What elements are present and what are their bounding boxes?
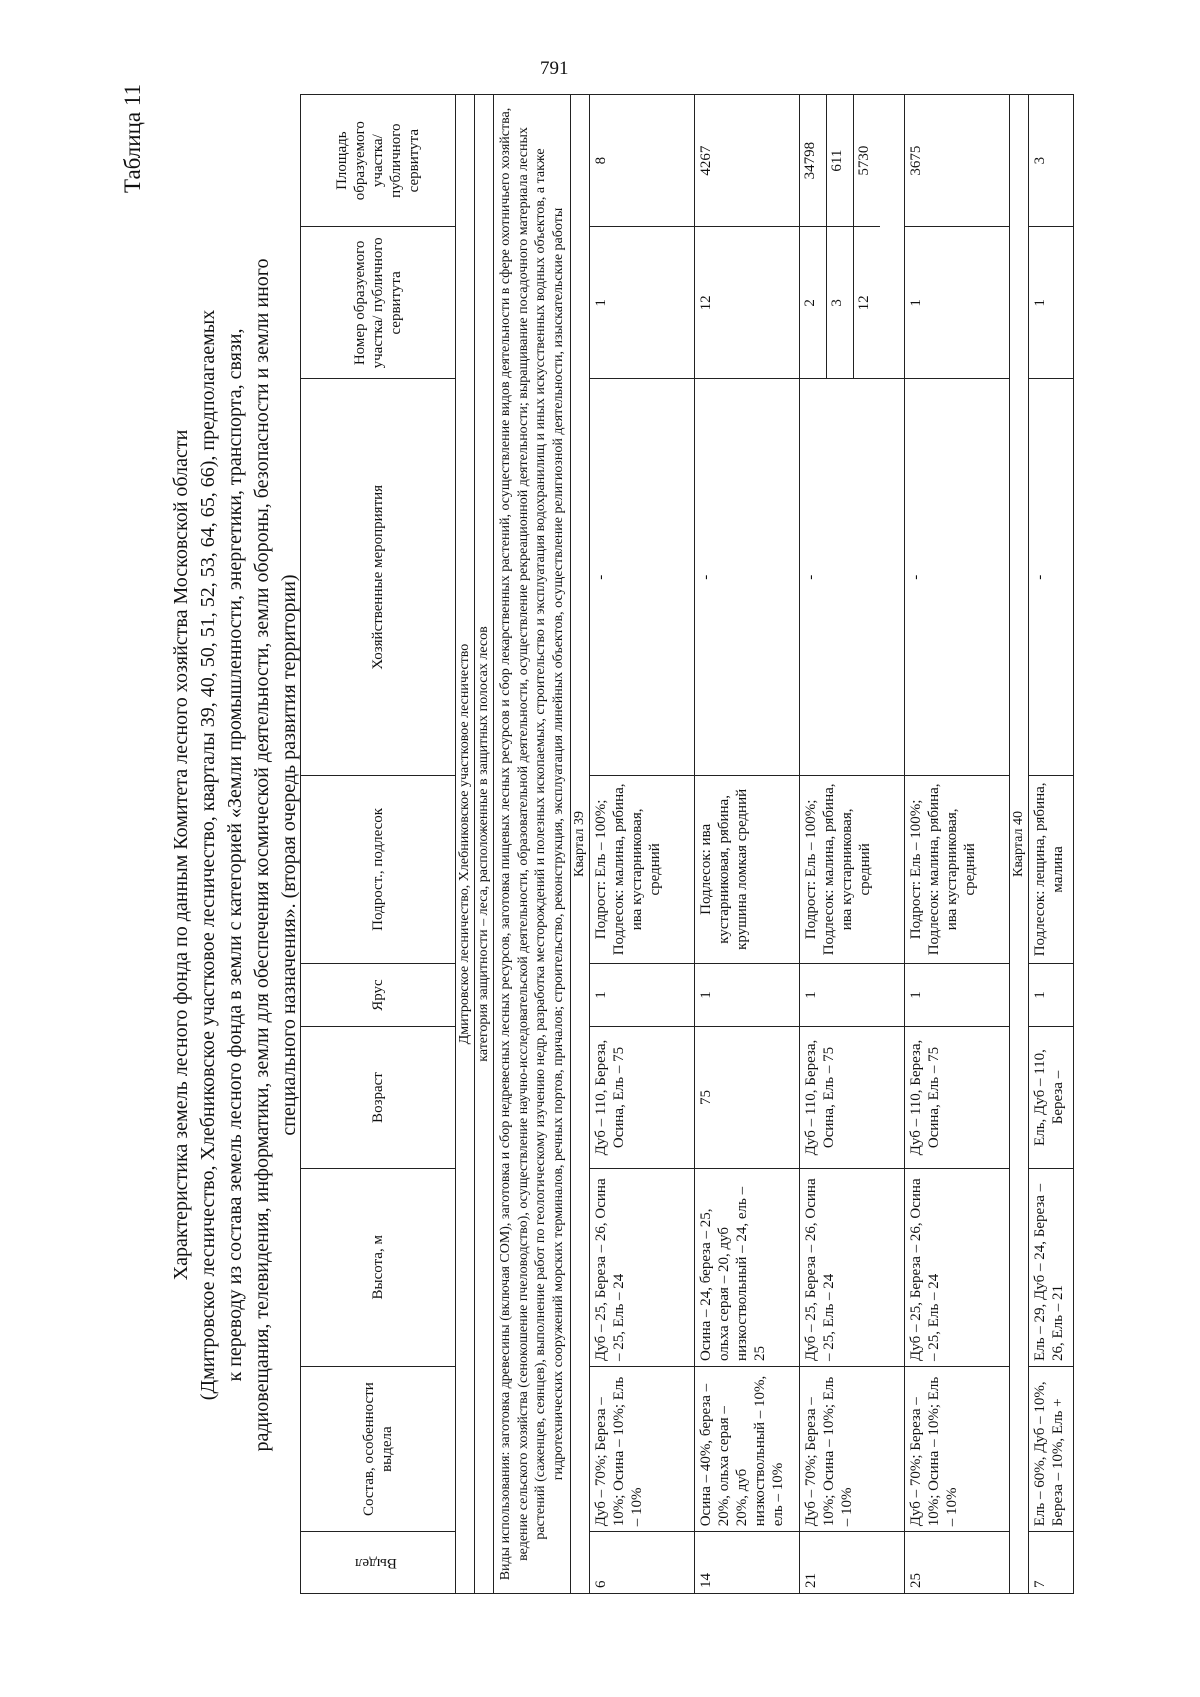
cell-plot-number: 2 — [800, 227, 827, 379]
cell-plot-area: 3 — [1029, 95, 1074, 227]
header-composition: Состав, особенности выдела — [301, 1366, 456, 1531]
cell-plot-split — [800, 95, 905, 379]
cell-plot-number: 12 — [854, 227, 881, 379]
cell-undergrowth: Подрост: Ель – 100%; Подлесок: малина, рябина, ива кустарниковая, средний — [800, 776, 905, 963]
cell-activities: - — [1029, 379, 1074, 776]
cell-vydel: 7 — [1029, 1532, 1074, 1594]
cell-plot-number: 1 — [1029, 227, 1074, 379]
table-row — [905, 95, 1010, 1594]
cell-height: Дуб – 25, Береза – 26, Осина – 25, Ель – 24 — [905, 1168, 1010, 1366]
usage-row — [494, 95, 571, 1594]
cell-height: Ель – 29, Дуб – 24, Береза – 26, Ель – 21 — [1029, 1168, 1074, 1366]
category-row — [475, 95, 494, 1594]
cell-plot-area: 3675 — [905, 95, 1010, 227]
cell-age: Ель, Дуб – 110, Береза – — [1029, 1027, 1074, 1168]
table-row — [695, 95, 800, 1594]
cell-plot-number: 1 — [905, 227, 1010, 379]
cell-activities: - — [695, 379, 800, 776]
cell-plot-area: 34798 — [800, 95, 827, 227]
cell-plot-number: 3 — [827, 227, 854, 379]
cell-tier: 1 — [590, 963, 695, 1027]
cell-plot-area: 4267 — [695, 95, 800, 227]
table-row — [1029, 95, 1074, 1594]
cell-age: Дуб – 110, Береза, Осина, Ель – 75 — [800, 1027, 905, 1168]
title-line-4: радиовещания, телевидения, информатики, земли для обеспечения космической деятельности, земли обороны, безопасности и земли иного — [251, 258, 273, 1452]
plot-subtable — [800, 95, 880, 378]
rotated-sheet — [70, 60, 1150, 1660]
header-row — [301, 95, 456, 1594]
cell-age: Дуб – 110, Береза, Осина, Ель – 75 — [590, 1027, 695, 1168]
cell-height: Осина – 24, береза – 25, ольха серая – 20, дуб низкоствольный – 24, ель – 25 — [695, 1168, 800, 1366]
cell-activities: - — [905, 379, 1010, 776]
cell-height: Дуб – 25, Береза – 26, Осина – 25, Ель – 24 — [800, 1168, 905, 1366]
kvartal-39-label: Квартал 39 — [571, 95, 590, 1594]
page-number: 791 — [540, 58, 569, 79]
cell-undergrowth: Подлесок: лещина, рябина, малина — [1029, 776, 1074, 963]
forestry-name: Дмитровское лесничество, Хлебниковское участковое лесничество — [456, 95, 475, 1594]
kvartal-39-row — [571, 95, 590, 1594]
forestry-row — [456, 95, 475, 1594]
cell-activities: - — [800, 379, 905, 776]
cell-tier: 1 — [800, 963, 905, 1027]
forest-table — [300, 94, 1074, 1594]
plot-subrow — [800, 95, 827, 378]
cell-height: Дуб – 25, Береза – 26, Осина – 25, Ель – 24 — [590, 1168, 695, 1366]
protection-category: категория защитности – леса, расположенные в защитных полосах лесов — [475, 95, 494, 1594]
cell-plot-number: 1 — [590, 227, 695, 379]
cell-composition: Дуб – 70%; Береза – 10%; Осина – 10%; Ель – 10% — [590, 1366, 695, 1531]
cell-vydel: 25 — [905, 1532, 1010, 1594]
cell-plot-area: 5730 — [856, 145, 872, 176]
header-tier: Ярус — [301, 963, 456, 1027]
plot-subrow — [854, 95, 881, 378]
header-height: Высота, м — [301, 1168, 456, 1366]
cell-undergrowth: Подлесок: ива кустарниковая, рябина, крушина ломкая средний — [695, 776, 800, 963]
cell-age: 75 — [695, 1027, 800, 1168]
cell-plot-area: 611 — [827, 95, 854, 227]
header-activities: Хозяйственные мероприятия — [301, 379, 456, 776]
cell-composition: Дуб – 70%; Береза – 10%; Осина – 10%; Ель – 10% — [905, 1366, 1010, 1531]
cell-composition: Дуб – 70%; Береза – 10%; Осина – 10%; Ель – 10% — [800, 1366, 905, 1531]
cell-composition: Ель – 60%, Дуб – 10%, Береза – 10%, Ель + — [1029, 1366, 1074, 1531]
header-plot-number: Номер образуемого участка/ публичного сервитута — [301, 227, 456, 379]
cell-undergrowth: Подрост: Ель – 100%; Подлесок: малина, рябина, ива кустарниковая, средний — [905, 776, 1010, 963]
kvartal-40-label: Квартал 40 — [1010, 95, 1029, 1594]
table-label: Таблица 11 — [120, 84, 145, 194]
usage-types: Виды использования: заготовка древесины (включая СОМ), заготовка и сбор недревесных лесных ресурсов, заготовка пищевых лесных ресурсов и сбор лекарственных растений, осуществление видов деятельности в сфере охотничьего хозяйства, ведение сельского хозяйства (сенокошение пчеловодство), осуществление научно-исследовательской деятельности, образовательной деятельности, осуществление рекреационной деятельности; выращивание посадочного материала лесных растений (саженцев, сеянцев), выполнение работ по геологическому изучению недр, разработка месторождений и полезных ископаемых, строительство и эксплуатация водохранилищ и иных искусственных водных объектов, а также гидротехнических сооружений морских терминалов, речных портов, причалов; строительство, реконструкция, эксплуатация линейных объектов, осуществление религиозной деятельности, изыскательские работы — [494, 95, 571, 1594]
header-vydel-label: Выдел — [354, 1554, 397, 1571]
cell-undergrowth: Подрост: Ель – 100%; Подлесок: малина, рябина, ива кустарниковая, средний — [590, 776, 695, 963]
cell-age: Дуб – 110, Береза, Осина, Ель – 75 — [905, 1027, 1010, 1168]
cell-vydel: 14 — [695, 1532, 800, 1594]
cell-plot-area: 8 — [590, 95, 695, 227]
header-plot-area: Площадь образуемого участка/ публичного сервитута — [301, 95, 456, 227]
title-line-1: Характеристика земель лесного фонда по данным Комитета лесного хозяйства Московской области — [170, 429, 192, 1281]
cell-vydel: 21 — [800, 1532, 905, 1594]
header-age: Возраст — [301, 1027, 456, 1168]
title-line-5: специального назначения». (вторая очередь развития территории) — [278, 574, 300, 1136]
cell-tier: 1 — [695, 963, 800, 1027]
kvartal-40-row — [1010, 95, 1029, 1594]
header-vydel — [301, 1532, 456, 1594]
cell-tier: 1 — [905, 963, 1010, 1027]
title-line-2: (Дмитровское лесничество, Хлебниковское участковое лесничество, кварталы 39, 40, 50, 51, 52, 53, 64, 65, 66), предполагаемых — [197, 309, 219, 1401]
cell-composition: Осина – 40%, береза – 20%, ольха серая – 20%, дуб низкоствольный – 10%, ель – 10% — [695, 1366, 800, 1531]
cell-activities: - — [590, 379, 695, 776]
title-line-3: к переводу из состава земель лесного фонда в земли с категорией «Земли промышленности, энергетики, транспорта, связи, — [224, 328, 246, 1382]
plot-subrow — [827, 95, 854, 378]
table-row — [800, 95, 905, 1594]
table-title — [168, 180, 303, 1530]
header-undergrowth: Подрост., подлесок — [301, 776, 456, 963]
table-row — [590, 95, 695, 1594]
cell-tier: 1 — [1029, 963, 1074, 1027]
cell-vydel: 6 — [590, 1532, 695, 1594]
cell-plot-number: 12 — [695, 227, 800, 379]
